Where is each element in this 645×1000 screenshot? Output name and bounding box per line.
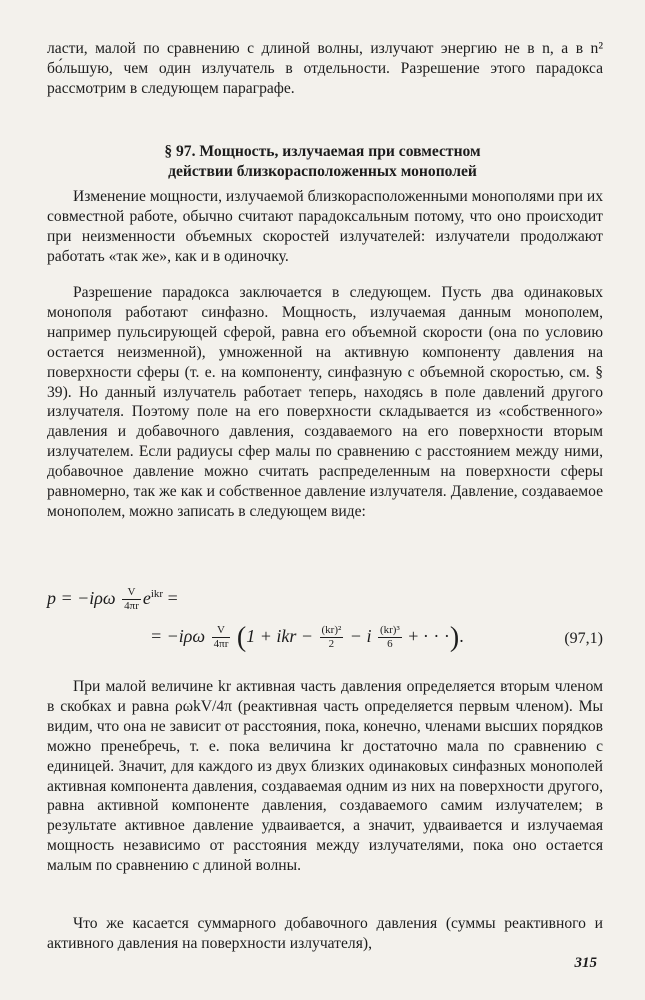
eq2-term1: 1 + ikr −: [246, 626, 313, 646]
equation-line-2: = −iρω $\frac{V}{4\pi r}$ (1 + ikr − $\frac{\text{(kr)²}}{2}$ − i $\frac{\text{(kr)³}}{6}$ + · · ·).: [150, 621, 464, 653]
paragraph-3-text: При малой величине kr активная часть давления определяется вторым членом в скобках и равна ρωkV/4π (реактивная часть определяется первым членом). Мы видим, что она не зависит от расстояния, пока, конечно, членами высших порядков можно пренебречь, т. е. пока величина kr достаточно мала по сравнению с единицей. Значит, для каждого из двух близких одинаковых синфазных монополей активная компонента давления, создаваемая одним из них на поверхности другого, равна активной компоненте давления, создаваемого самим излучателем; в результате активное давление удваивается, а значит, удваивается и излучаемая мощность независимо от расстояния между излучателями, пока оно остается малым по сравнению с длиной волны.: [47, 678, 603, 875]
eq2-close-paren: ): [449, 621, 460, 653]
eq-lhs: p = −iρω: [47, 588, 116, 608]
paragraph-1-text: Изменение мощности, излучаемой близкорасположенными монополями при их совместной работе, обычно считают парадоксальным потому, что оно происходит при неизменности объемных скоростей излучателей: излучатели продолжают работать «так же», как и в одиночку.: [47, 188, 603, 265]
eq-equals: =: [167, 588, 178, 608]
eq2-frac-den: 4πr: [213, 638, 229, 651]
eq2-frac2-num: (kr)²: [321, 624, 342, 637]
eq2-open-paren: (: [236, 621, 247, 653]
section-title: [60, 142, 585, 182]
eq2-tail: + · · ·: [408, 626, 450, 646]
paragraph-1: [47, 187, 603, 267]
paragraph-2: [47, 283, 603, 522]
equation-line-1: [47, 582, 178, 613]
eq-exp-power: ikr: [150, 588, 164, 600]
eq2-frac3-den: 6: [387, 638, 393, 651]
eq-frac-num: V: [122, 586, 141, 600]
eq2-frac3-num: (kr)³: [379, 624, 400, 637]
eq2-fraction-kr3: [378, 624, 402, 651]
paragraph-3: [47, 677, 603, 876]
eq2-frac2-den: 2: [328, 638, 335, 651]
eq2-start: = −iρω: [150, 626, 206, 646]
eq2-frac-num: V: [212, 624, 231, 638]
paragraph-2-text: Разрешение парадокса заключается в следующем. Пусть два одинаковых монополя работают синфазно. Мощность, излучаемая данным монополем, например пульсирующей сферой, равна его объемной скорости (она по условию остается неизменной), умноженной на активную компоненту давления на поверхности сферы (т. е. на компоненту, синфазную с объемной скоростью, см. § 39). Но данный излучатель работает теперь, находясь в поле давлений другого излучателя. Поэтому поле на его поверхности складывается из «собственного» давления и добавочного давления, создаваемого на его поверхности вторым излучателем. Если радиусы сфер малы по сравнению с расстоянием между ними, добавочное давление можно считать распределенным на поверхности сферы равномерно, так же как и собственное давление излучателя. Давление, создаваемое монополем, можно записать в следующем виде:: [47, 284, 603, 520]
eq2-minus-i: − i: [349, 626, 372, 646]
equation-number: (97,1): [564, 630, 603, 647]
eq2-fraction-v-4pir: [212, 624, 231, 651]
section-title-line2: действии близкорасположенных монополей: [168, 163, 477, 180]
page-number: 315: [574, 955, 597, 971]
eq-exp-base: e: [142, 588, 151, 608]
section-title-line1: § 97. Мощность, излучаемая при совместном: [164, 143, 481, 160]
eq-fraction-v-4pir: [122, 586, 141, 613]
paragraph-4: [47, 914, 603, 954]
paragraph-4-text: Что же касается суммарного добавочного давления (суммы реактивного и активного давления на поверхности излучателя),: [47, 915, 603, 952]
top-paragraph: ласти, малой по сравнению с длиной волны, излучают энергию не в n, а в n² бо́льшую, чем один излучатель в отдельности. Разрешение этого парадокса рассмотрим в следующем параграфе.: [47, 40, 603, 97]
eq-frac-den: 4πr: [124, 600, 139, 613]
eq2-fraction-kr2: [320, 624, 344, 651]
